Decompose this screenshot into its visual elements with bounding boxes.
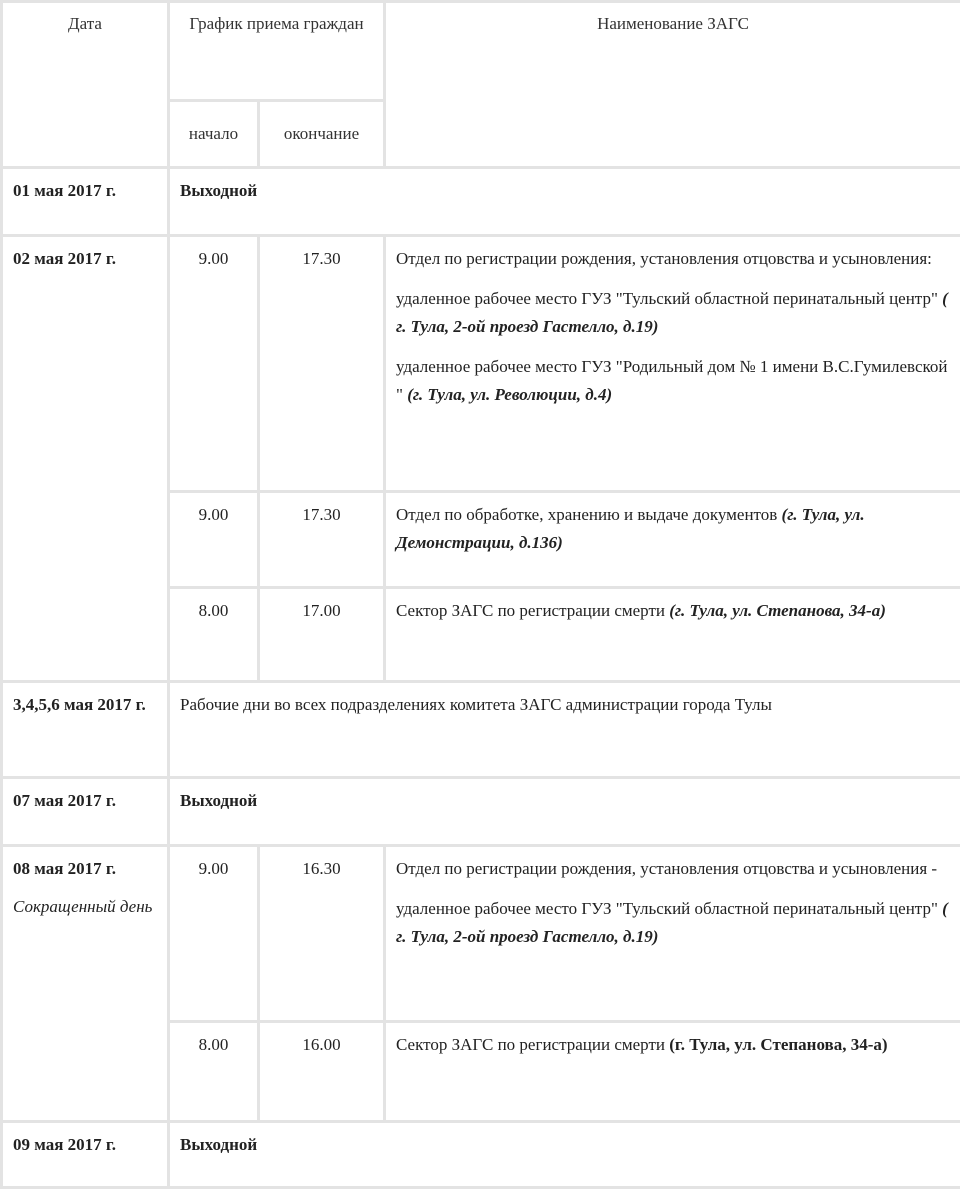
office-address: (г. Тула, ул. Революции, д.4) <box>407 385 613 404</box>
row-note: Рабочие дни во всех подразделениях комитета ЗАГС администрации города Тулы <box>169 682 960 778</box>
table-row <box>2 1122 960 1188</box>
row-date-note: Сокращенный день <box>13 897 153 916</box>
table-row <box>2 236 960 492</box>
office-name: Сектор ЗАГС по регистрации смерти (г. Тула, ул. Степанова, 34-а) <box>385 1022 960 1122</box>
office-place: удаленное рабочее место ГУЗ "Тульский областной перинатальный центр" ( г. Тула, 2-ой проезд Гастелло, д.19) <box>396 899 948 946</box>
office-address: (г. Тула, ул. Демонстрации, д.136) <box>396 505 865 552</box>
end-time: 16.00 <box>259 1022 385 1122</box>
table-row <box>2 682 960 778</box>
row-note: Выходной <box>169 1122 960 1188</box>
office-title: Отдел по регистрации рождения, установления отцовства и усыновления: <box>396 249 932 268</box>
start-time: 8.00 <box>169 588 259 682</box>
row-date: 08 мая 2017 г. <box>13 859 116 878</box>
row-note: Выходной <box>169 168 960 236</box>
row-date: 01 мая 2017 г. <box>2 168 169 236</box>
end-time: 17.30 <box>259 236 385 492</box>
end-time: 17.30 <box>259 492 385 588</box>
col-header-office: Наименование ЗАГС <box>385 2 960 168</box>
row-date-cell <box>2 846 169 1122</box>
office-place: удаленное рабочее место ГУЗ "Тульский областной перинатальный центр" ( г. Тула, 2-ой проезд Гастелло, д.19) <box>396 289 948 336</box>
office-address: ( г. Тула, 2-ой проезд Гастелло, д.19) <box>396 899 948 946</box>
table-row <box>2 168 960 236</box>
office-place: удаленное рабочее место ГУЗ "Родильный дом № 1 имени В.С.Гумилевской " (г. Тула, ул. Революции, д.4) <box>396 357 948 404</box>
col-header-schedule: График приема граждан <box>169 2 385 101</box>
office-name: Сектор ЗАГС по регистрации смерти (г. Тула, ул. Степанова, 34-а) <box>385 588 960 682</box>
row-date: 02 мая 2017 г. <box>2 236 169 682</box>
end-time: 16.30 <box>259 846 385 1022</box>
col-header-end: окончание <box>259 101 385 168</box>
col-header-date: Дата <box>2 2 169 168</box>
office-address: (г. Тула, ул. Степанова, 34-а) <box>669 601 886 620</box>
start-time: 9.00 <box>169 846 259 1022</box>
start-time: 8.00 <box>169 1022 259 1122</box>
start-time: 9.00 <box>169 492 259 588</box>
col-header-start: начало <box>169 101 259 168</box>
end-time: 17.00 <box>259 588 385 682</box>
table-row <box>2 846 960 1022</box>
office-address: ( г. Тула, 2-ой проезд Гастелло, д.19) <box>396 289 948 336</box>
row-date: 07 мая 2017 г. <box>2 778 169 846</box>
office-title: Отдел по регистрации рождения, установления отцовства и усыновления - <box>396 859 938 878</box>
row-note: Выходной <box>169 778 960 846</box>
office-name: Отдел по обработке, хранению и выдаче документов (г. Тула, ул. Демонстрации, д.136) <box>385 492 960 588</box>
start-time: 9.00 <box>169 236 259 492</box>
office-name <box>385 846 960 1022</box>
row-date: 09 мая 2017 г. <box>2 1122 169 1188</box>
office-name <box>385 236 960 492</box>
row-date: 3,4,5,6 мая 2017 г. <box>2 682 169 778</box>
office-address: (г. Тула, ул. Степанова, 34-а) <box>669 1035 888 1054</box>
table-row <box>2 778 960 846</box>
